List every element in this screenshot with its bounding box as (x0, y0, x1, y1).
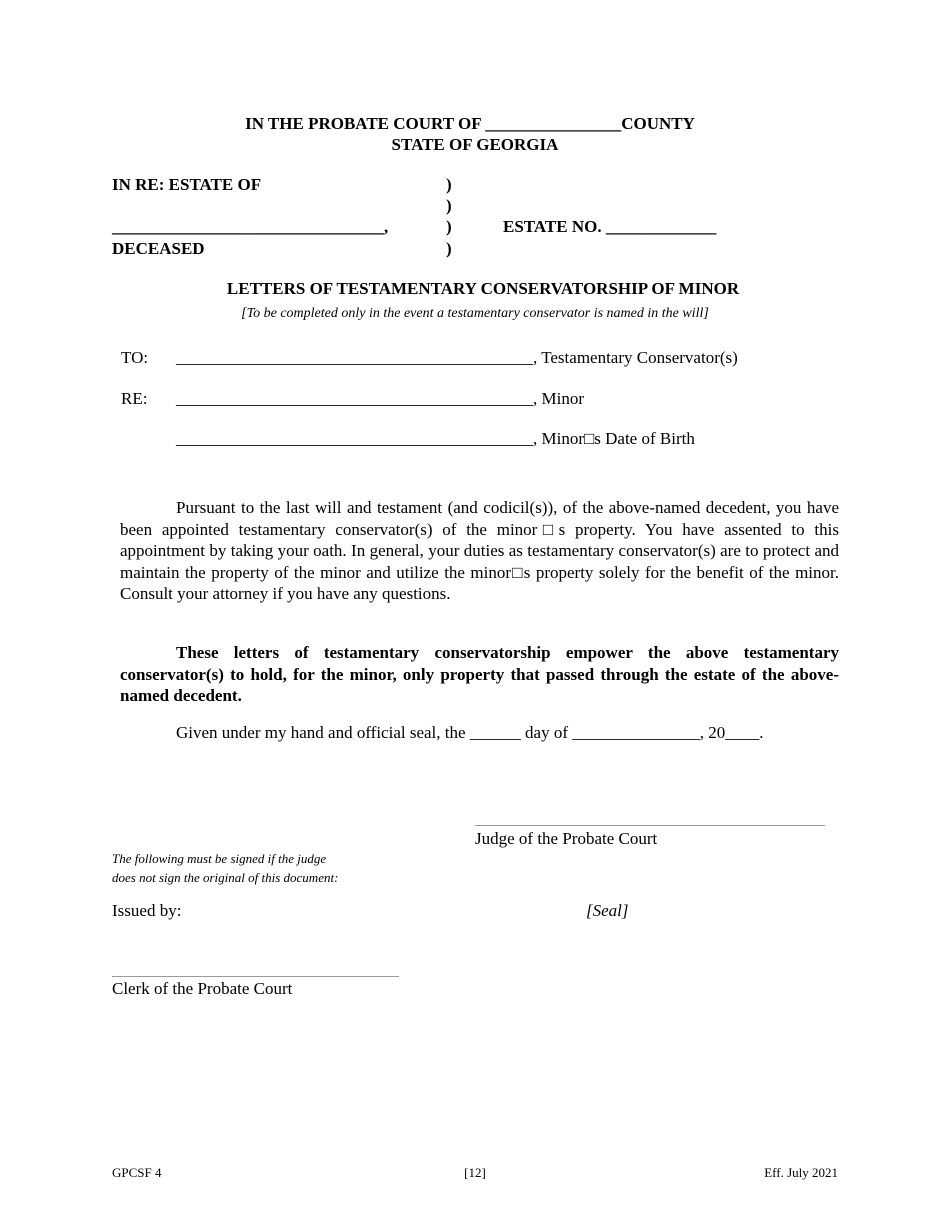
to-field (176, 348, 738, 368)
judge-signature-line[interactable] (475, 825, 825, 826)
estate-no-label: ESTATE NO. (503, 217, 602, 236)
court-line-suffix: COUNTY (621, 114, 695, 133)
in-re-label: IN RE: ESTATE OF (112, 175, 262, 194)
caption-bracket: ) (446, 175, 452, 194)
paragraph-empower: These letters of testamentary conservatorship empower the above testamentary conservator(s) to hold, for the minor, only property that passed through the estate of the above-named decedent. (120, 643, 839, 705)
county-blank: ________________ (485, 114, 622, 133)
minor-name-blank: __________________________________________ (176, 389, 533, 408)
deceased-label: DECEASED (112, 239, 205, 258)
dob-suffix: , Minor□s Date of Birth (533, 429, 695, 448)
clerk-signature-line[interactable] (112, 976, 399, 977)
page-number: [12] (464, 1165, 486, 1180)
to-label: TO: (121, 348, 149, 367)
minor-suffix: , Minor (533, 389, 584, 408)
caption-bracket: ) (446, 239, 452, 258)
court-line-prefix: IN THE PROBATE COURT OF (245, 114, 481, 133)
estate-number (503, 217, 716, 237)
state-heading: STATE OF GEORGIA (391, 135, 559, 154)
given-line: Given under my hand and official seal, the ______ day of _______________, 20____. (176, 723, 764, 742)
dob-blank: __________________________________________ (176, 429, 533, 448)
document-title: LETTERS OF TESTAMENTARY CONSERVATORSHIP OF MINOR (226, 279, 740, 298)
judge-label: Judge of the Probate Court (475, 829, 658, 848)
decedent-name-blank: ________________________________, (112, 217, 389, 236)
conservator-name-blank: __________________________________________ (176, 348, 533, 367)
title-note: [To be completed only in the event a testamentary conservator is named in the will] (241, 306, 709, 321)
re-label: RE: (121, 389, 148, 408)
effective-date: Eff. July 2021 (764, 1165, 838, 1180)
seal-label: [Seal] (586, 901, 629, 920)
re-field (176, 389, 584, 409)
signature-note-line-1: The following must be signed if the judge (112, 851, 327, 866)
paragraph-duties: Pursuant to the last will and testament (and codicil(s)), of the above-named decedent, you have been appointed testamentary conservator(s) of the minor□s property. You have assented to this appointment by taking your oath. In general, your duties as testamentary conservator(s) are to protect and maintain the property of the minor and utilize the minor□s property solely for the benefit of the minor. Consult your attorney if you have any questions. (120, 498, 839, 603)
dob-field (176, 429, 695, 449)
court-heading (0, 114, 940, 134)
caption-bracket: ) (446, 217, 452, 236)
clerk-label: Clerk of the Probate Court (112, 979, 293, 998)
conservator-suffix: , Testamentary Conservator(s) (533, 348, 738, 367)
form-id: GPCSF 4 (112, 1165, 162, 1180)
signature-note-line-2: does not sign the original of this document: (112, 870, 339, 885)
issued-by-label: Issued by: (112, 901, 182, 920)
estate-no-blank: _____________ (605, 217, 717, 236)
caption-bracket: ) (446, 196, 452, 215)
